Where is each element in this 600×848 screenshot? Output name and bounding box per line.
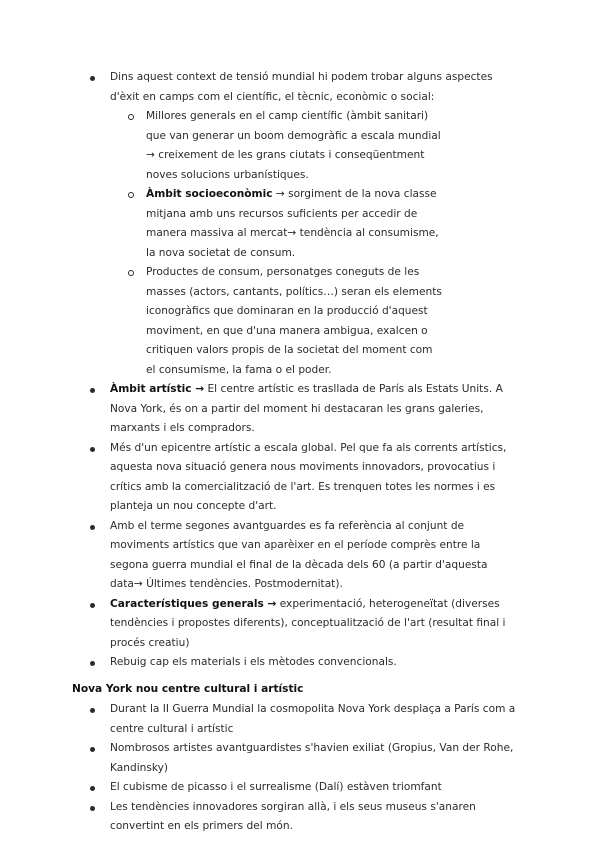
main-bullet-list — [0, 68, 600, 673]
list-item — [0, 778, 600, 798]
sub-bullet-list — [110, 107, 522, 380]
item-text: El cubisme de picasso i el surrealisme (Dalí) estàven triomfant — [110, 781, 442, 793]
list-item — [0, 653, 600, 673]
list-item — [0, 739, 600, 778]
item-text: Amb el terme segones avantguardes es fa referència al conjunt de moviments artístics que van aparèixer en el període comprès entre la segona guerra mundial el final de la dècada dels 60 (a partir d'aquesta data→ Últimes tendències. Postmodernitat). — [110, 519, 488, 590]
second-bullet-list — [0, 700, 600, 837]
sub-list-item — [0, 185, 522, 263]
list-item — [0, 68, 600, 380]
sub-item-text: → sorgiment de la nova classe mitjana amb uns recursos suficients per accedir de manera massiva al mercat→ tendència al consumisme, la nova societat de consum. — [146, 188, 439, 259]
item-bold-lead: Àmbit artístic → — [110, 383, 205, 395]
sub-list-item — [0, 107, 522, 185]
list-item — [0, 595, 600, 654]
list-item — [0, 439, 600, 517]
list-item — [0, 380, 600, 439]
item-text: experimentació, heterogeneïtat (diverses tendències i propostes diferents), conceptualització de l'art (resultat final i procés creatiu) — [110, 597, 506, 649]
sub-item-bold-lead: Àmbit socioeconòmic — [146, 188, 273, 200]
item-text: Rebuig cap els materials i els mètodes convencionals. — [110, 656, 397, 668]
sub-item-text: Millores generals en el camp científic (àmbit sanitari) que van generar un boom demogràfic a escala mundial → creixement de les grans ciutats i conseqüentment noves solucions urbanístiques. — [146, 110, 441, 181]
item-text: Les tendències innovadores sorgiran allà, i els seus museus s'anaren convertint en els primers del món. — [110, 800, 476, 832]
sub-list-item — [0, 263, 522, 380]
section-heading: Nova York nou centre cultural i artístic — [72, 682, 304, 695]
list-item — [0, 798, 600, 837]
intro-text: Dins aquest context de tensió mundial hi podem trobar alguns aspectes d'èxit en camps com el científic, el tècnic, econòmic o social: — [110, 71, 493, 103]
item-text: Nombrosos artistes avantguardistes s'havien exiliat (Gropius, Van der Rohe, Kandinsky) — [110, 742, 514, 774]
list-item — [0, 700, 600, 739]
list-item — [0, 517, 600, 595]
item-text: Durant la II Guerra Mundial la cosmopolita Nova York desplaça a París com a centre cultural i artístic — [110, 703, 516, 735]
document-body — [0, 68, 600, 837]
item-text: El centre artístic es trasllada de París als Estats Units. A Nova York, és on a partir del moment hi destacaran les grans galeries, marxants i els compradors. — [110, 383, 503, 434]
sub-item-text: Productes de consum, personatges coneguts de les masses (actors, cantants, polítics…) seran els elements iconogràfics que dominaran en la producció d'aquest moviment, en que d'una manera ambigua, exalcen o critiquen valors propis de la societat del moment com el consumisme, la fama o el poder. — [146, 266, 442, 376]
item-bold-lead: Característiques generals → — [110, 597, 277, 610]
item-text: Més d'un epicentre artístic a escala global. Pel que fa als corrents artístics, aquesta nova situació genera nous moviments innovadors, provocatius i crítics amb la comercialització de l'art. Es trenquen totes les normes i es planteja un nou concepte d'art. — [110, 441, 507, 512]
